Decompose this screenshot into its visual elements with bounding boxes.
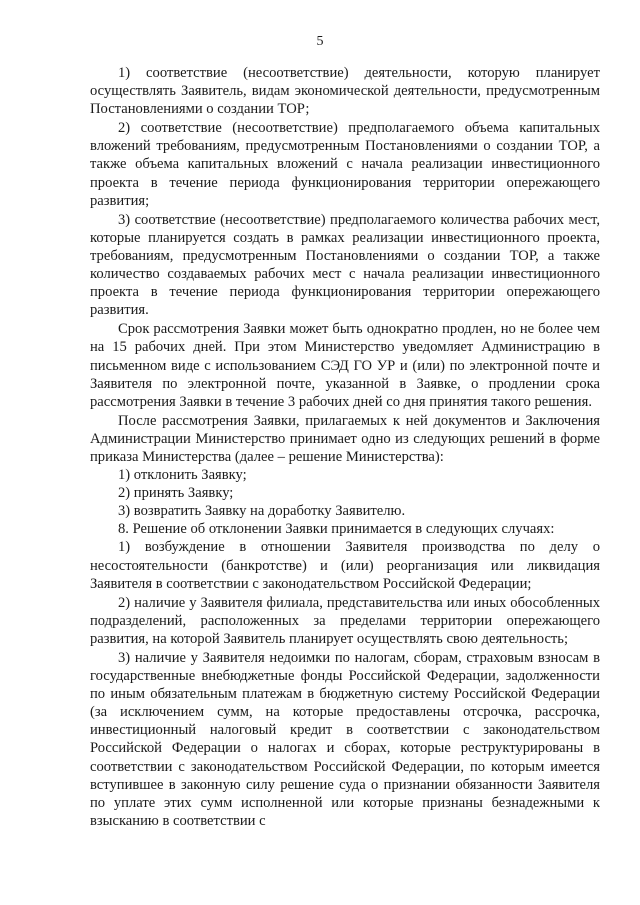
paragraph-reject-case-1: 1) возбуждение в отношении Заявителя производства по делу о несостоятельности (банкротстве) и (или) реорганизация или ликвидация Заявителя в соответствии с законодательством Российской Федерации; — [90, 539, 600, 592]
paragraph-review-extension: Срок рассмотрения Заявки может быть однократно продлен, но не более чем на 15 рабочих дней. При этом Министерство уведомляет Администрацию в письменном виде с использованием СЭД ГО УР и (или) по электронной почте и Заявителя по электронной почте, указанной в Заявке, о продлении срока рассмотрения Заявки в течение 3 рабочих дней со дня принятия такого решения. — [90, 321, 600, 410]
document-body — [90, 64, 600, 830]
paragraph-decision-intro: После рассмотрения Заявки, прилагаемых к ней документов и Заключения Администрации Министерство принимает одно из следующих решений в форме приказа Министерства (далее – решение Министерства): — [90, 412, 600, 465]
paragraph-criterion-1: 1) соответствие (несоответствие) деятельности, которую планирует осуществлять Заявитель, видам экономической деятельности, предусмотренным Постановлениями о создании ТОР; — [90, 65, 600, 118]
paragraph-reject-case-3: 3) наличие у Заявителя недоимки по налогам, сборам, страховым взносам в государственные внебюджетные фонды Российской Федерации, задолженности по иным обязательным платежам в бюджетную систему Российской Федерации (за исключением сумм, на которые предоставлены отсрочка, рассрочка, инвестиционный налоговый кредит в соответствии с законодательством Российской Федерации о налогах и сборах, которые реструктурированы в соответствии с законодательством Российской Федерации, по которым имеется вступившее в законную силу решение суда о признании обязанности Заявителя по уплате этих сумм исполненной или которые признаны безнадежными к взысканию в соответствии с — [90, 650, 600, 829]
paragraph-criterion-3: 3) соответствие (несоответствие) предполагаемого количества рабочих мест, которые планируется создать в рамках реализации инвестиционного проекта, требованиям, предусмотренным Постановлениями о создании ТОР, а также количество создаваемых рабочих мест с начала реализации инвестиционного проекта в течение периода функционирования территории опережающего развития. — [90, 211, 600, 319]
paragraph-section-8: 8. Решение об отклонении Заявки принимается в следующих случаях: — [118, 521, 555, 538]
page-number: 5 — [316, 34, 324, 49]
paragraph-criterion-2: 2) соответствие (несоответствие) предполагаемого объема капитальных вложений требованиям, предусмотренным Постановлениями о создании ТОР, а также объема капитальных вложений с начала реализации инвестиционного проекта в течение периода функционирования территории опережающего развития; — [90, 120, 600, 209]
paragraph-decision-reject: 1) отклонить Заявку; — [118, 467, 247, 484]
paragraph-decision-accept: 2) принять Заявку; — [118, 485, 234, 502]
paragraph-decision-return: 3) возвратить Заявку на доработку Заявителю. — [118, 503, 406, 520]
paragraph-reject-case-2: 2) наличие у Заявителя филиала, представительства или иных обособленных подразделений, расположенных за пределами территории опережающего развития, на которой Заявитель планирует осуществлять свою деятельность; — [90, 594, 600, 647]
